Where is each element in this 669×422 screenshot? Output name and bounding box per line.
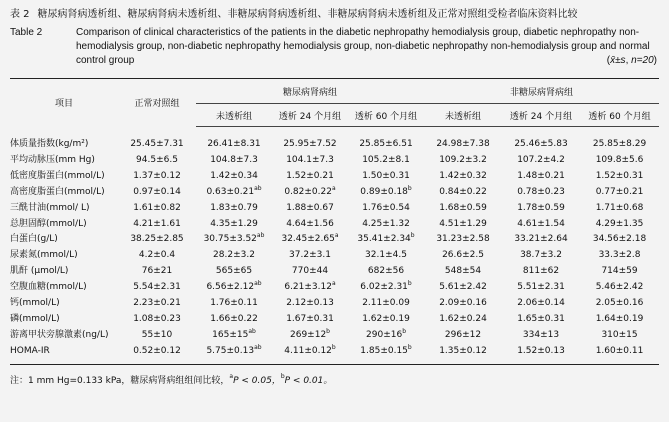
table-cell: [580, 201, 659, 217]
table-cell: [196, 312, 272, 328]
cell-value: 25.95±7.52: [283, 139, 337, 149]
cell-value: 33.3±2.8: [598, 250, 641, 261]
cell-value: 0.63±0.21: [206, 186, 255, 197]
table-title-zh: [10, 8, 659, 21]
cell-value: 0.52±0.12: [133, 345, 181, 356]
table-cell: [580, 312, 659, 328]
table-cell: [272, 169, 348, 185]
table-cell: [502, 201, 580, 217]
cell-value: 76±21: [141, 266, 173, 277]
table-row: [10, 217, 659, 233]
table-cell: [348, 296, 424, 312]
table-cell: [272, 201, 348, 217]
cell-value: 1.37±0.12: [133, 170, 181, 181]
cell-value: 107.2±4.2: [517, 154, 565, 165]
row-label: 游离甲状旁腺激素(ng/L): [10, 329, 109, 340]
cell-value: 37.2±3.1: [289, 250, 331, 261]
table-cell: [580, 264, 659, 280]
significance-mark: b: [407, 343, 412, 351]
cell-value: 30.75±3.52: [203, 234, 257, 245]
table-cell: [118, 169, 196, 185]
table-cell: [502, 127, 580, 153]
table-cell: [424, 217, 502, 233]
cell-value: 1.78±0.59: [517, 202, 565, 213]
significance-mark: b: [407, 184, 412, 192]
cell-value: 2.11±0.09: [362, 298, 410, 309]
cell-value: 2.12±0.13: [286, 298, 334, 309]
table-cell: [424, 127, 502, 153]
table-cell: [118, 127, 196, 153]
cell-value: 811±62: [522, 266, 560, 277]
cell-value: 109.8±5.6: [595, 154, 644, 165]
table-cell: [580, 232, 659, 248]
table-row: [10, 127, 659, 153]
table-cell: [424, 280, 502, 296]
table-row: [10, 296, 659, 312]
table-cell: [272, 328, 348, 344]
cell-value: 6.21±3.12: [284, 282, 332, 293]
cell-value: 1.60±0.11: [595, 345, 644, 356]
table-cell: [424, 153, 502, 169]
cell-value: 33.21±2.64: [514, 234, 568, 245]
table-cell: [118, 312, 196, 328]
cell-value: 2.09±0.16: [439, 298, 487, 309]
table-cell: [502, 217, 580, 233]
table-cell: [272, 232, 348, 248]
cell-value: 0.82±0.22: [284, 186, 332, 197]
cell-value: 1.08±0.23: [133, 313, 181, 324]
table-cell: [272, 280, 348, 296]
table-cell: [118, 344, 196, 364]
table-cell: [118, 248, 196, 264]
cell-value: 1.62±0.24: [439, 313, 487, 324]
table-cell: [580, 127, 659, 153]
cell-value: 0.84±0.22: [439, 186, 487, 197]
row-label: 钙(mmol/L): [10, 298, 60, 309]
table-cell: [272, 153, 348, 169]
table-row: [10, 312, 659, 328]
table-cell: [196, 201, 272, 217]
significance-mark: b: [331, 343, 336, 351]
table-cell: [424, 185, 502, 201]
significance-mark: b: [402, 327, 406, 335]
table-cell: [580, 344, 659, 364]
cell-value: 1.52±0.31: [595, 170, 644, 181]
table-cell: [502, 232, 580, 248]
header-ndn-non-dialysis: 未透析组: [424, 104, 502, 127]
cell-value: 1.52±0.21: [286, 170, 334, 181]
table-footnote: [10, 373, 659, 386]
table-cell: [118, 201, 196, 217]
cell-value: 2.23±0.21: [133, 298, 181, 309]
table-cell: [272, 264, 348, 280]
cell-value: 1.42±0.34: [210, 170, 258, 181]
row-label: 总胆固醇(mmol/L): [10, 218, 87, 229]
cell-value: 1.48±0.21: [517, 170, 565, 181]
table-title-zh-text: 糖尿病肾病透析组、糖尿病肾病未透析组、非糖尿病肾病透析组、非糖尿病肾病未透析组及正常对照组受检者临床资料比较: [37, 9, 578, 20]
cell-value: 682±56: [367, 266, 405, 277]
table-cell: [348, 328, 424, 344]
cell-value: 5.75±0.13: [206, 345, 255, 356]
footnote-b-text: P < 0.01。: [284, 375, 333, 386]
table-cell: [196, 264, 272, 280]
table-cell: [272, 217, 348, 233]
table-row: [10, 185, 659, 201]
clinical-data-table: [10, 78, 659, 365]
cell-value: 25.85±8.29: [592, 139, 647, 149]
cell-value: 4.29±1.35: [595, 218, 644, 229]
cell-value: 35.41±2.34: [357, 234, 411, 245]
cell-value: 104.8±7.3: [210, 154, 258, 165]
cell-value: 5.46±2.42: [595, 282, 644, 293]
cell-value: 31.23±2.58: [436, 234, 490, 245]
table-cell: [502, 296, 580, 312]
table-cell: [424, 312, 502, 328]
table-row: [10, 169, 659, 185]
cell-value: 0.97±0.14: [133, 186, 181, 197]
table-cell: [424, 264, 502, 280]
cell-value: 38.7±3.2: [520, 250, 562, 261]
cell-value: 4.21±1.61: [133, 218, 181, 229]
table-cell: [580, 153, 659, 169]
table-cell: [272, 248, 348, 264]
table-label-zh: 表 2: [10, 9, 30, 20]
cell-value: 0.77±0.21: [595, 186, 644, 197]
cell-value: 2.06±0.14: [517, 298, 565, 309]
cell-value: 165±15: [212, 329, 249, 340]
table-cell: [580, 169, 659, 185]
table-row: [10, 344, 659, 364]
significance-mark: a: [334, 232, 339, 240]
cell-value: 32.1±4.5: [365, 250, 407, 261]
table-cell: [118, 153, 196, 169]
cell-value: 1.71±0.68: [595, 202, 644, 213]
cell-value: 1.83±0.79: [210, 202, 258, 213]
header-ndn-dialysis-24: 透析 24 个月组: [502, 104, 580, 127]
significance-mark: ab: [248, 327, 256, 335]
table-cell: [348, 248, 424, 264]
cell-value: 5.54±2.31: [133, 282, 181, 293]
table-cell: [348, 169, 424, 185]
row-label: 三酰甘油(mmol/ L): [10, 202, 90, 213]
row-label: 平均动脉压(mm Hg): [10, 154, 95, 165]
table-cell: [580, 328, 659, 344]
table-cell: [118, 185, 196, 201]
footnote-b-mark: b: [280, 372, 285, 380]
row-label: 尿素氮(mmol/L): [10, 250, 78, 261]
table-cell: [118, 217, 196, 233]
header-ndn-dialysis-60: 透析 60 个月组: [580, 104, 659, 127]
table-row: [10, 280, 659, 296]
header-ndn-group: 非糖尿病肾病组: [424, 79, 659, 104]
cell-value: 32.45±2.65: [281, 234, 335, 245]
cell-value: 25.85±6.51: [359, 139, 413, 149]
table-cell: [502, 248, 580, 264]
table-row: [10, 248, 659, 264]
significance-mark: b: [410, 232, 415, 240]
table-cell: [502, 312, 580, 328]
table-cell: [502, 169, 580, 185]
footnote-prefix: 注：1 mm Hg=0.133 kPa，糖尿病肾病组组间比较，: [10, 375, 230, 386]
cell-value: 55±10: [141, 329, 173, 340]
cell-value: 1.35±0.12: [439, 345, 487, 356]
table-cell: [502, 185, 580, 201]
table-cell: [272, 185, 348, 201]
table-cell: [196, 328, 272, 344]
significance-mark: ab: [254, 343, 262, 351]
table-cell: [118, 280, 196, 296]
row-label: 体质量指数(kg/m²): [10, 138, 89, 149]
table-cell: [118, 264, 196, 280]
table-cell: [118, 232, 196, 248]
cell-value: 25.46±5.83: [514, 139, 568, 149]
table-cell: [424, 201, 502, 217]
table-cell: [272, 312, 348, 328]
table-cell: [424, 232, 502, 248]
cell-value: 94.5±6.5: [136, 154, 178, 165]
cell-value: 4.2±0.4: [138, 250, 176, 261]
table-cell: [196, 217, 272, 233]
cell-value: 6.02±2.31: [360, 282, 408, 293]
row-label: 白蛋白(g/L): [10, 234, 58, 245]
table-cell: [580, 248, 659, 264]
cell-value: 1.64±0.19: [595, 313, 644, 324]
cell-value: 0.78±0.23: [517, 186, 565, 197]
cell-value: 269±12: [290, 329, 327, 340]
cell-value: 2.05±0.16: [595, 298, 644, 309]
row-label: 磷(mmol/L): [10, 313, 60, 324]
row-label: HOMA-IR: [10, 344, 118, 364]
cell-value: 1.50±0.31: [362, 170, 410, 181]
row-label: 低密度脂蛋白(mmol/L): [10, 170, 105, 181]
cell-value: 1.66±0.22: [210, 313, 258, 324]
cell-value: 26.41±8.31: [207, 139, 261, 149]
cell-value: 5.51±2.31: [517, 282, 565, 293]
cell-value: 1.88±0.67: [286, 202, 334, 213]
row-label: 高密度脂蛋白(mmol/L): [10, 186, 105, 197]
cell-value: 4.35±1.29: [210, 218, 258, 229]
cell-value: 1.62±0.19: [362, 313, 410, 324]
table-label-en: Table 2: [10, 27, 43, 38]
table-cell: [424, 169, 502, 185]
table-cell: [348, 264, 424, 280]
cell-value: 0.89±0.18: [360, 186, 408, 197]
cell-value: 4.11±0.12: [284, 345, 332, 356]
table-cell: [272, 296, 348, 312]
table-cell: [118, 296, 196, 312]
cell-value: 4.61±1.54: [517, 218, 565, 229]
footnote-a-text: P < 0.05，: [233, 375, 281, 386]
table-cell: [348, 344, 424, 364]
cell-value: 770±44: [291, 266, 329, 277]
cell-value: 1.76±0.54: [362, 202, 410, 213]
table-cell: [118, 328, 196, 344]
table-cell: [196, 280, 272, 296]
cell-value: 1.68±0.59: [439, 202, 487, 213]
table-cell: [502, 328, 580, 344]
cell-value: 28.2±3.2: [213, 250, 255, 261]
significance-mark: ab: [256, 232, 265, 240]
header-dn-dialysis-24: 透析 24 个月组: [272, 104, 348, 127]
cell-value: 26.6±2.5: [442, 250, 484, 261]
table-cell: [348, 201, 424, 217]
cell-value: 105.2±8.1: [362, 154, 410, 165]
table-body: [10, 127, 659, 365]
table-cell: [272, 127, 348, 153]
table-row: [10, 264, 659, 280]
row-label: 空腹血糖(mmol/L): [10, 282, 87, 293]
table-row: [10, 153, 659, 169]
cell-value: 4.25±1.32: [362, 218, 410, 229]
significance-mark: a: [331, 280, 336, 288]
cell-value: 5.61±2.42: [439, 282, 487, 293]
table-cell: [424, 328, 502, 344]
table-cell: [580, 280, 659, 296]
cell-value: 1.42±0.32: [439, 170, 487, 181]
cell-value: 310±15: [601, 329, 638, 340]
significance-mark: b: [407, 280, 412, 288]
cell-value: 290±16: [366, 329, 403, 340]
cell-value: 548±54: [444, 266, 482, 277]
significance-mark: a: [331, 184, 336, 192]
table-cell: [502, 344, 580, 364]
table-cell: [424, 296, 502, 312]
cell-value: 565±65: [215, 266, 253, 277]
table-cell: [196, 296, 272, 312]
cell-value: 109.2±3.2: [439, 154, 487, 165]
cell-value: 24.98±7.38: [436, 139, 490, 149]
stat-notation: (x̄±s, n=20): [606, 55, 657, 66]
table-cell: [502, 280, 580, 296]
header-dn-dialysis-60: 透析 60 个月组: [348, 104, 424, 127]
table-cell: [348, 232, 424, 248]
table-cell: [424, 248, 502, 264]
row-label: 肌酐 (μmol/L): [10, 266, 69, 277]
table-title-en-text: Comparison of clinical characteristics of the patients in the diabetic nephropathy hemodialysis group, diabetic nephropathy non-hemodialysis group, non-diabetic nephropathy hemodialysis group, non-diabetic nephropathy non-hemodialysis group and normal control group: [76, 27, 650, 66]
table-cell: [196, 153, 272, 169]
table-cell: [272, 344, 348, 364]
cell-value: 4.64±1.56: [286, 218, 334, 229]
cell-value: 1.85±0.15: [360, 345, 408, 356]
header-dn-non-dialysis: 未透析组: [196, 104, 272, 127]
header-item: 项目: [10, 79, 118, 127]
significance-mark: ab: [254, 280, 262, 288]
cell-value: 1.65±0.31: [517, 313, 565, 324]
cell-value: 1.61±0.82: [133, 202, 181, 213]
cell-value: 1.52±0.13: [517, 345, 565, 356]
table-cell: [348, 217, 424, 233]
table-row: [10, 232, 659, 248]
table-cell: [196, 248, 272, 264]
table-row: [10, 328, 659, 344]
table-cell: [502, 264, 580, 280]
cell-value: 38.25±2.85: [130, 234, 184, 245]
significance-mark: ab: [254, 184, 262, 192]
stat-n: n=20: [631, 55, 654, 66]
cell-value: 34.56±2.18: [592, 234, 647, 245]
header-dn-group: 糖尿病肾病组: [196, 79, 424, 104]
cell-value: 1.76±0.11: [210, 298, 258, 309]
cell-value: 334±13: [522, 329, 560, 340]
table-cell: [580, 296, 659, 312]
table-cell: [196, 169, 272, 185]
table-cell: [580, 217, 659, 233]
table-cell: [196, 232, 272, 248]
table-row: [10, 201, 659, 217]
cell-value: 296±12: [444, 329, 482, 340]
cell-value: 714±59: [601, 266, 638, 277]
cell-value: 1.67±0.31: [286, 313, 334, 324]
table-cell: [348, 185, 424, 201]
table-cell: [348, 153, 424, 169]
cell-value: 6.56±2.12: [206, 282, 255, 293]
cell-value: 4.51±1.29: [439, 218, 487, 229]
significance-mark: b: [326, 327, 330, 335]
table-cell: [196, 344, 272, 364]
table-cell: [502, 153, 580, 169]
table-cell: [196, 127, 272, 153]
footnote-a-mark: a: [229, 372, 234, 380]
table-cell: [424, 344, 502, 364]
table-cell: [348, 127, 424, 153]
cell-value: 25.45±7.31: [130, 138, 184, 149]
cell-value: 104.1±7.3: [286, 154, 334, 165]
table-title-en: [10, 26, 659, 68]
stat-mean: x̄±s: [610, 55, 626, 66]
table-cell: [580, 185, 659, 201]
table-cell: [348, 280, 424, 296]
table-cell: [348, 312, 424, 328]
header-control: 正常对照组: [118, 79, 196, 127]
table-cell: [196, 185, 272, 201]
